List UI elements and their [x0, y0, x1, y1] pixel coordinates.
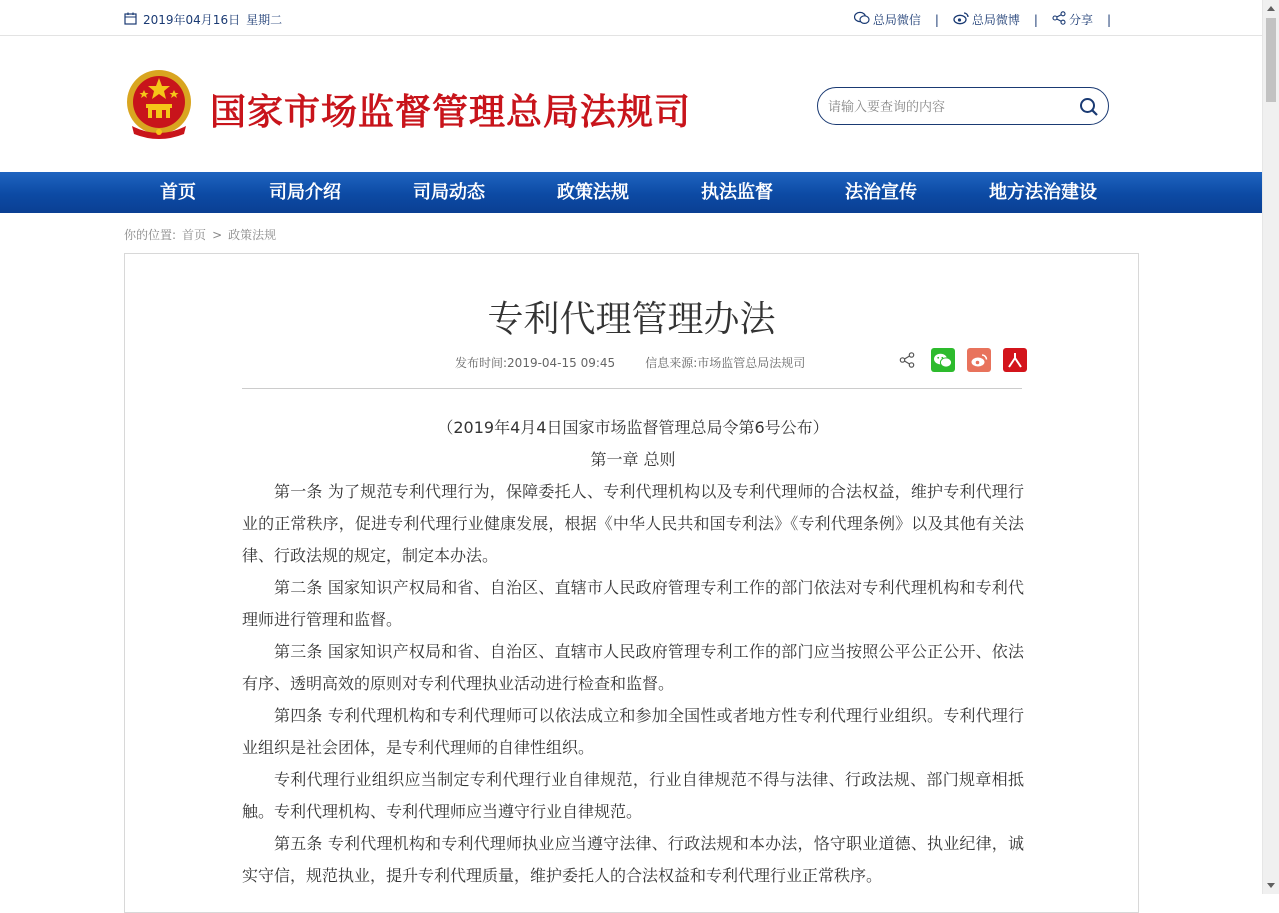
- scrollbar-thumb[interactable]: [1266, 18, 1276, 102]
- link-divider: |: [1106, 12, 1111, 27]
- date-text: 2019年04月16日: [143, 13, 241, 27]
- people-daily-share-icon[interactable]: [1003, 348, 1027, 372]
- search-icon[interactable]: [1079, 97, 1099, 117]
- site-title[interactable]: 国家市场监督管理总局法规司: [210, 92, 692, 133]
- article-title: 专利代理管理办法: [487, 299, 776, 340]
- article-meta: [455, 354, 805, 371]
- wechat-link[interactable]: [854, 11, 921, 28]
- share-label: 分享: [1068, 13, 1093, 27]
- meta-divider: [242, 388, 1022, 389]
- weibo-link[interactable]: [953, 11, 1020, 28]
- article-paragraph: 专利代理行业组织应当制定专利代理行业自律规范，行业自律规范不得与法律、行政法规、部门规章相抵触。专利代理机构、专利代理师应当遵守行业自律规范。: [242, 770, 1024, 821]
- breadcrumb-prefix: 你的位置:: [124, 228, 177, 242]
- calendar-icon: [124, 12, 137, 28]
- wechat-icon: [854, 11, 870, 28]
- article-body: [242, 412, 1024, 892]
- breadcrumb-home[interactable]: 首页: [182, 228, 207, 242]
- weekday-text: 星期二: [246, 13, 283, 27]
- article-paragraph: 第五条 专利代理机构和专利代理师执业应当遵守法律、行政法规和本办法，恪守职业道德、执业纪律，诚实守信，规范执业，提升专利代理质量，维护委托人的合法权益和专利代理行业正常秩序。: [242, 834, 1024, 885]
- top-bar: [0, 0, 1262, 36]
- source-label: 信息来源:: [645, 356, 698, 370]
- source-value: 市场监管总局法规司: [697, 356, 806, 370]
- article-paragraph: 第二条 国家知识产权局和省、自治区、直辖市人民政府管理专利工作的部门依法对专利代理机构和专利代理师进行管理和监督。: [242, 578, 1024, 629]
- main-nav: [0, 172, 1262, 213]
- nav-item-policy[interactable]: 政策法规: [557, 182, 629, 203]
- article-panel: [124, 253, 1139, 913]
- share-link[interactable]: [1052, 11, 1093, 28]
- national-emblem-logo[interactable]: [124, 68, 194, 140]
- nav-item-enforcement[interactable]: 执法监督: [701, 182, 773, 203]
- share-icon[interactable]: [895, 348, 919, 372]
- nav-item-local[interactable]: 地方法治建设: [989, 182, 1097, 203]
- weibo-label: 总局微博: [971, 13, 1020, 27]
- link-divider: |: [1033, 12, 1038, 27]
- publish-time: [455, 354, 615, 371]
- scroll-up-arrow-icon[interactable]: [1267, 6, 1275, 11]
- link-divider: |: [934, 12, 939, 27]
- search-box: [817, 87, 1109, 125]
- share-bar: [895, 348, 1027, 372]
- wechat-share-icon[interactable]: [931, 348, 955, 372]
- nav-item-publicity[interactable]: 法治宣传: [845, 182, 917, 203]
- nav-item-news[interactable]: 司局动态: [413, 182, 485, 203]
- nav-item-home[interactable]: 首页: [160, 182, 196, 203]
- chapter-heading: 第一章 总则: [590, 450, 676, 469]
- top-links: [854, 11, 1125, 28]
- nav-item-about[interactable]: 司局介绍: [269, 182, 341, 203]
- search-input[interactable]: [828, 97, 1068, 117]
- breadcrumb-separator: >: [212, 227, 223, 242]
- publish-time-label: 发布时间:: [455, 356, 508, 370]
- wechat-label: 总局微信: [872, 13, 921, 27]
- date-display: [124, 11, 282, 28]
- breadcrumb-policy[interactable]: 政策法规: [228, 228, 277, 242]
- info-source: [645, 354, 805, 371]
- scroll-down-arrow-icon[interactable]: [1267, 883, 1275, 888]
- vertical-scrollbar[interactable]: [1262, 0, 1279, 894]
- article-paragraph: 第三条 国家知识产权局和省、自治区、直辖市人民政府管理专利工作的部门应当按照公平公正公开、依法有序、透明高效的原则对专利代理执业活动进行检查和监督。: [242, 642, 1024, 693]
- share-icon: [1052, 11, 1066, 28]
- article-paragraph: 第四条 专利代理机构和专利代理师可以依法成立和参加全国性或者地方性专利代理行业组织。专利代理行业组织是社会团体，是专利代理师的自律性组织。: [242, 706, 1024, 757]
- publish-time-value: 2019-04-15 09:45: [507, 356, 616, 370]
- site-header: [0, 37, 1262, 172]
- breadcrumb: [124, 226, 276, 243]
- weibo-share-icon[interactable]: [967, 348, 991, 372]
- weibo-icon: [953, 11, 969, 28]
- article-paragraph: 第一条 为了规范专利代理行为，保障委托人、专利代理机构以及专利代理师的合法权益，维护专利代理行业的正常秩序，促进专利代理行业健康发展，根据《中华人民共和国专利法》《专利代理条例》以及其他有关法律、行政法规的规定，制定本办法。: [242, 482, 1024, 565]
- article-subtitle: （2019年4月4日国家市场监督管理总局令第6号公布）: [437, 418, 829, 437]
